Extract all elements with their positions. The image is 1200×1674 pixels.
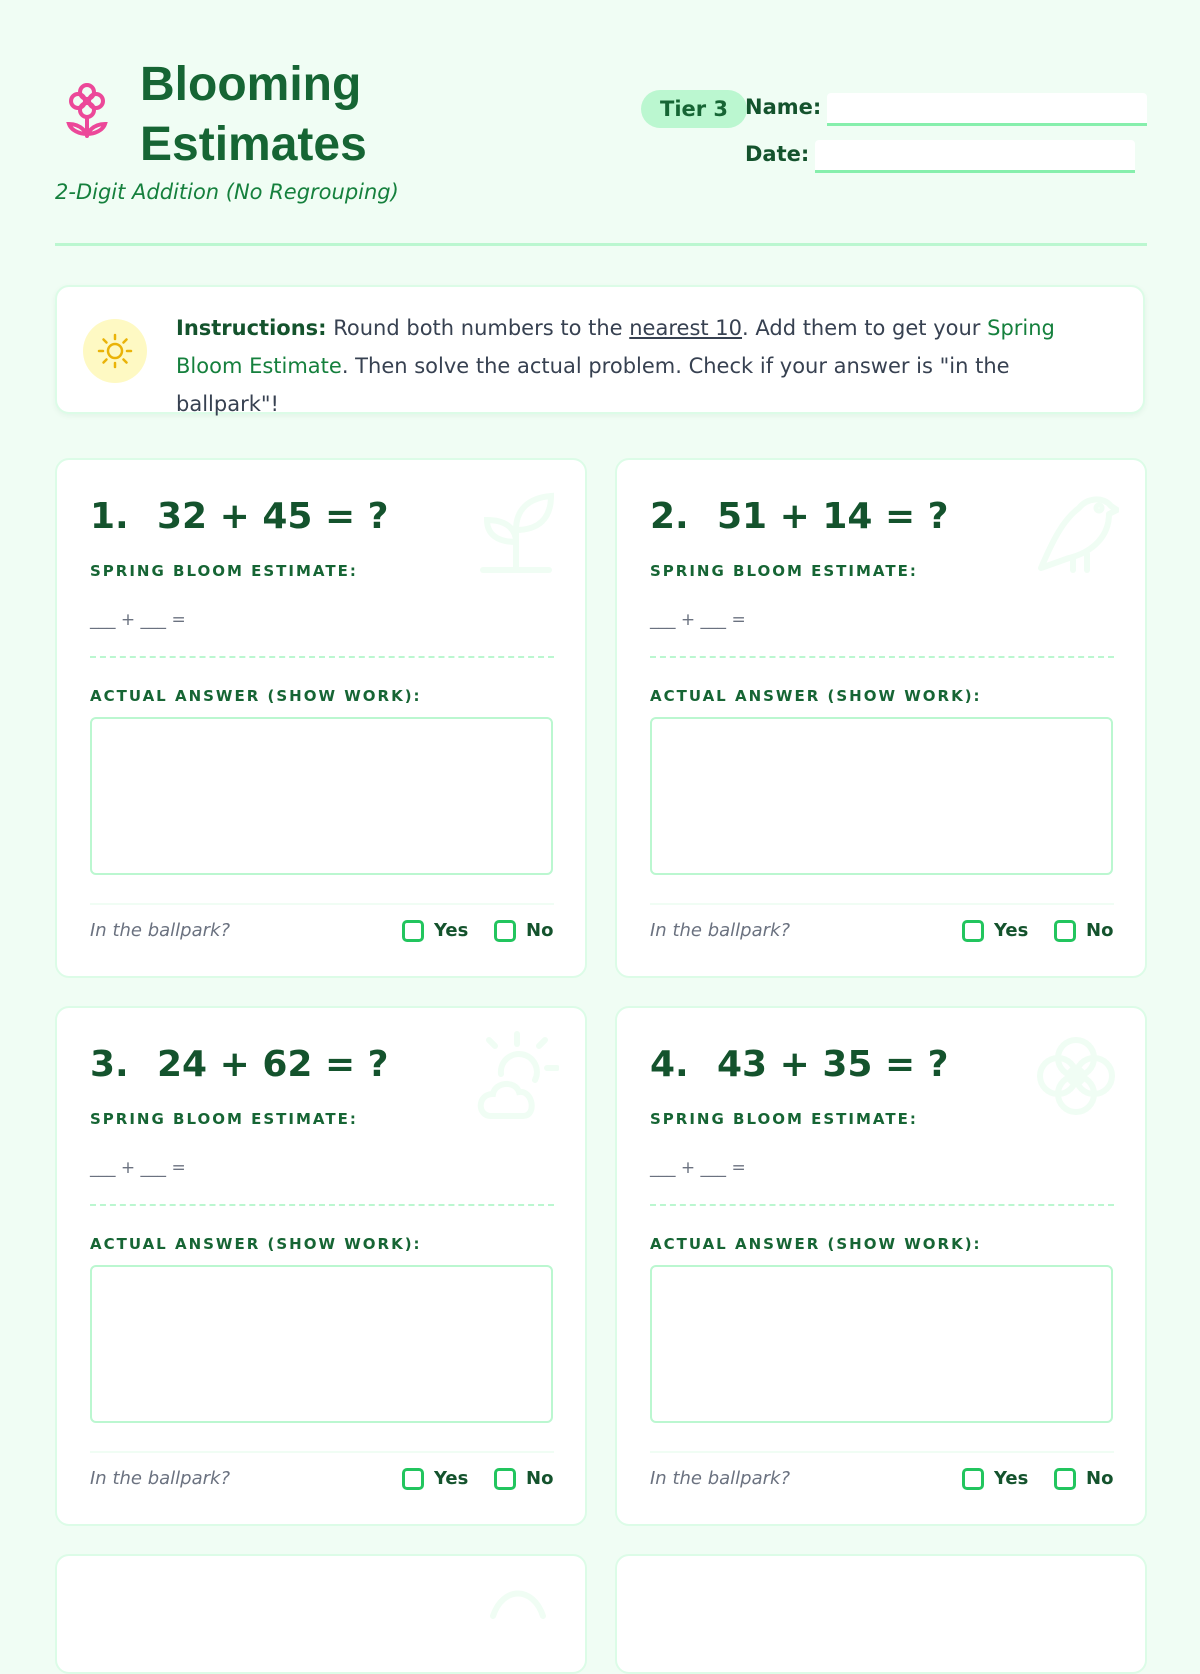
actual-answer-label: ACTUAL ANSWER (SHOW WORK): (90, 687, 422, 705)
no-checkbox[interactable] (1054, 920, 1076, 942)
problem-card (615, 458, 1147, 978)
divider (650, 903, 1114, 905)
instructions-text (176, 309, 1116, 423)
instructions-underline: nearest 10 (629, 316, 743, 340)
work-area[interactable] (650, 717, 1113, 875)
divider (650, 1204, 1114, 1206)
instructions-part-3: . Then solve the actual problem. Check if your answer is "in the ballpark"! (176, 354, 1010, 416)
yes-label: Yes (994, 1468, 1029, 1489)
tier-badge: Tier 3 (641, 90, 747, 128)
no-label: No (526, 920, 554, 941)
estimate-template[interactable]: ___ + ___ = (90, 610, 186, 630)
divider (90, 1451, 554, 1453)
page-subtitle: 2-Digit Addition (No Regrouping) (55, 180, 399, 204)
ballpark-prompt: In the ballpark? (650, 1468, 790, 1489)
estimate-template[interactable]: ___ + ___ = (650, 1158, 746, 1178)
instructions-part-1: Round both numbers to the (326, 316, 630, 340)
date-field[interactable] (815, 140, 1135, 173)
divider (90, 903, 554, 905)
ballpark-prompt: In the ballpark? (90, 1468, 230, 1489)
actual-answer-label: ACTUAL ANSWER (SHOW WORK): (650, 687, 982, 705)
no-label: No (1086, 920, 1114, 941)
estimate-template[interactable]: ___ + ___ = (90, 1158, 186, 1178)
no-label: No (1086, 1468, 1114, 1489)
yes-label: Yes (434, 920, 469, 941)
no-checkbox[interactable] (494, 920, 516, 942)
no-checkbox[interactable] (1054, 1468, 1076, 1490)
name-label: Name: (745, 95, 822, 119)
yes-checkbox[interactable] (402, 1468, 424, 1490)
problem-number: 4. (650, 1044, 689, 1085)
problem-card (55, 1554, 587, 1674)
estimate-template[interactable]: ___ + ___ = (650, 610, 746, 630)
actual-answer-label: ACTUAL ANSWER (SHOW WORK): (650, 1235, 982, 1253)
problem-expression: 32 + 45 = ? (157, 496, 389, 537)
no-label: No (526, 1468, 554, 1489)
sprout-icon (473, 480, 559, 576)
divider (90, 656, 554, 658)
problem-card (55, 1006, 587, 1526)
problem-card (615, 1554, 1147, 1674)
problem-number: 3. (90, 1044, 129, 1085)
instructions-highlight: Spring Bloom Estimate (176, 316, 1055, 378)
instructions-part-2: . Add them to get your (742, 316, 988, 340)
leaf-icon (473, 1576, 559, 1672)
flower-icon (63, 80, 111, 144)
problem-expression: 51 + 14 = ? (717, 496, 949, 537)
yes-label: Yes (434, 1468, 469, 1489)
estimate-label: SPRING BLOOM ESTIMATE: (650, 1110, 918, 1128)
date-label: Date: (745, 142, 810, 166)
yes-checkbox[interactable] (962, 920, 984, 942)
estimate-label: SPRING BLOOM ESTIMATE: (90, 562, 358, 580)
page-title: Blooming Estimates (140, 58, 367, 171)
estimate-label: SPRING BLOOM ESTIMATE: (650, 562, 918, 580)
yes-checkbox[interactable] (402, 920, 424, 942)
work-area[interactable] (650, 1265, 1113, 1423)
sun-icon (83, 319, 147, 383)
problem-number: 1. (90, 496, 129, 537)
divider (650, 656, 1114, 658)
problem-expression: 24 + 62 = ? (157, 1044, 389, 1085)
sun-cloud-icon (473, 1028, 559, 1124)
no-checkbox[interactable] (494, 1468, 516, 1490)
estimate-label: SPRING BLOOM ESTIMATE: (90, 1110, 358, 1128)
name-field[interactable] (827, 93, 1147, 126)
actual-answer-label: ACTUAL ANSWER (SHOW WORK): (90, 1235, 422, 1253)
divider (90, 1204, 554, 1206)
problem-card (55, 458, 587, 978)
worksheet-header (55, 50, 1147, 246)
bird-icon (1033, 480, 1119, 576)
divider (650, 1451, 1114, 1453)
flower-icon (1033, 1028, 1119, 1124)
yes-label: Yes (994, 920, 1029, 941)
instructions-panel (55, 285, 1145, 414)
problem-number: 2. (650, 496, 689, 537)
problem-card (615, 1006, 1147, 1526)
ballpark-prompt: In the ballpark? (90, 920, 230, 941)
work-area[interactable] (90, 1265, 553, 1423)
ballpark-prompt: In the ballpark? (650, 920, 790, 941)
work-area[interactable] (90, 717, 553, 875)
instructions-lead: Instructions: (176, 316, 327, 340)
yes-checkbox[interactable] (962, 1468, 984, 1490)
problem-expression: 43 + 35 = ? (717, 1044, 949, 1085)
